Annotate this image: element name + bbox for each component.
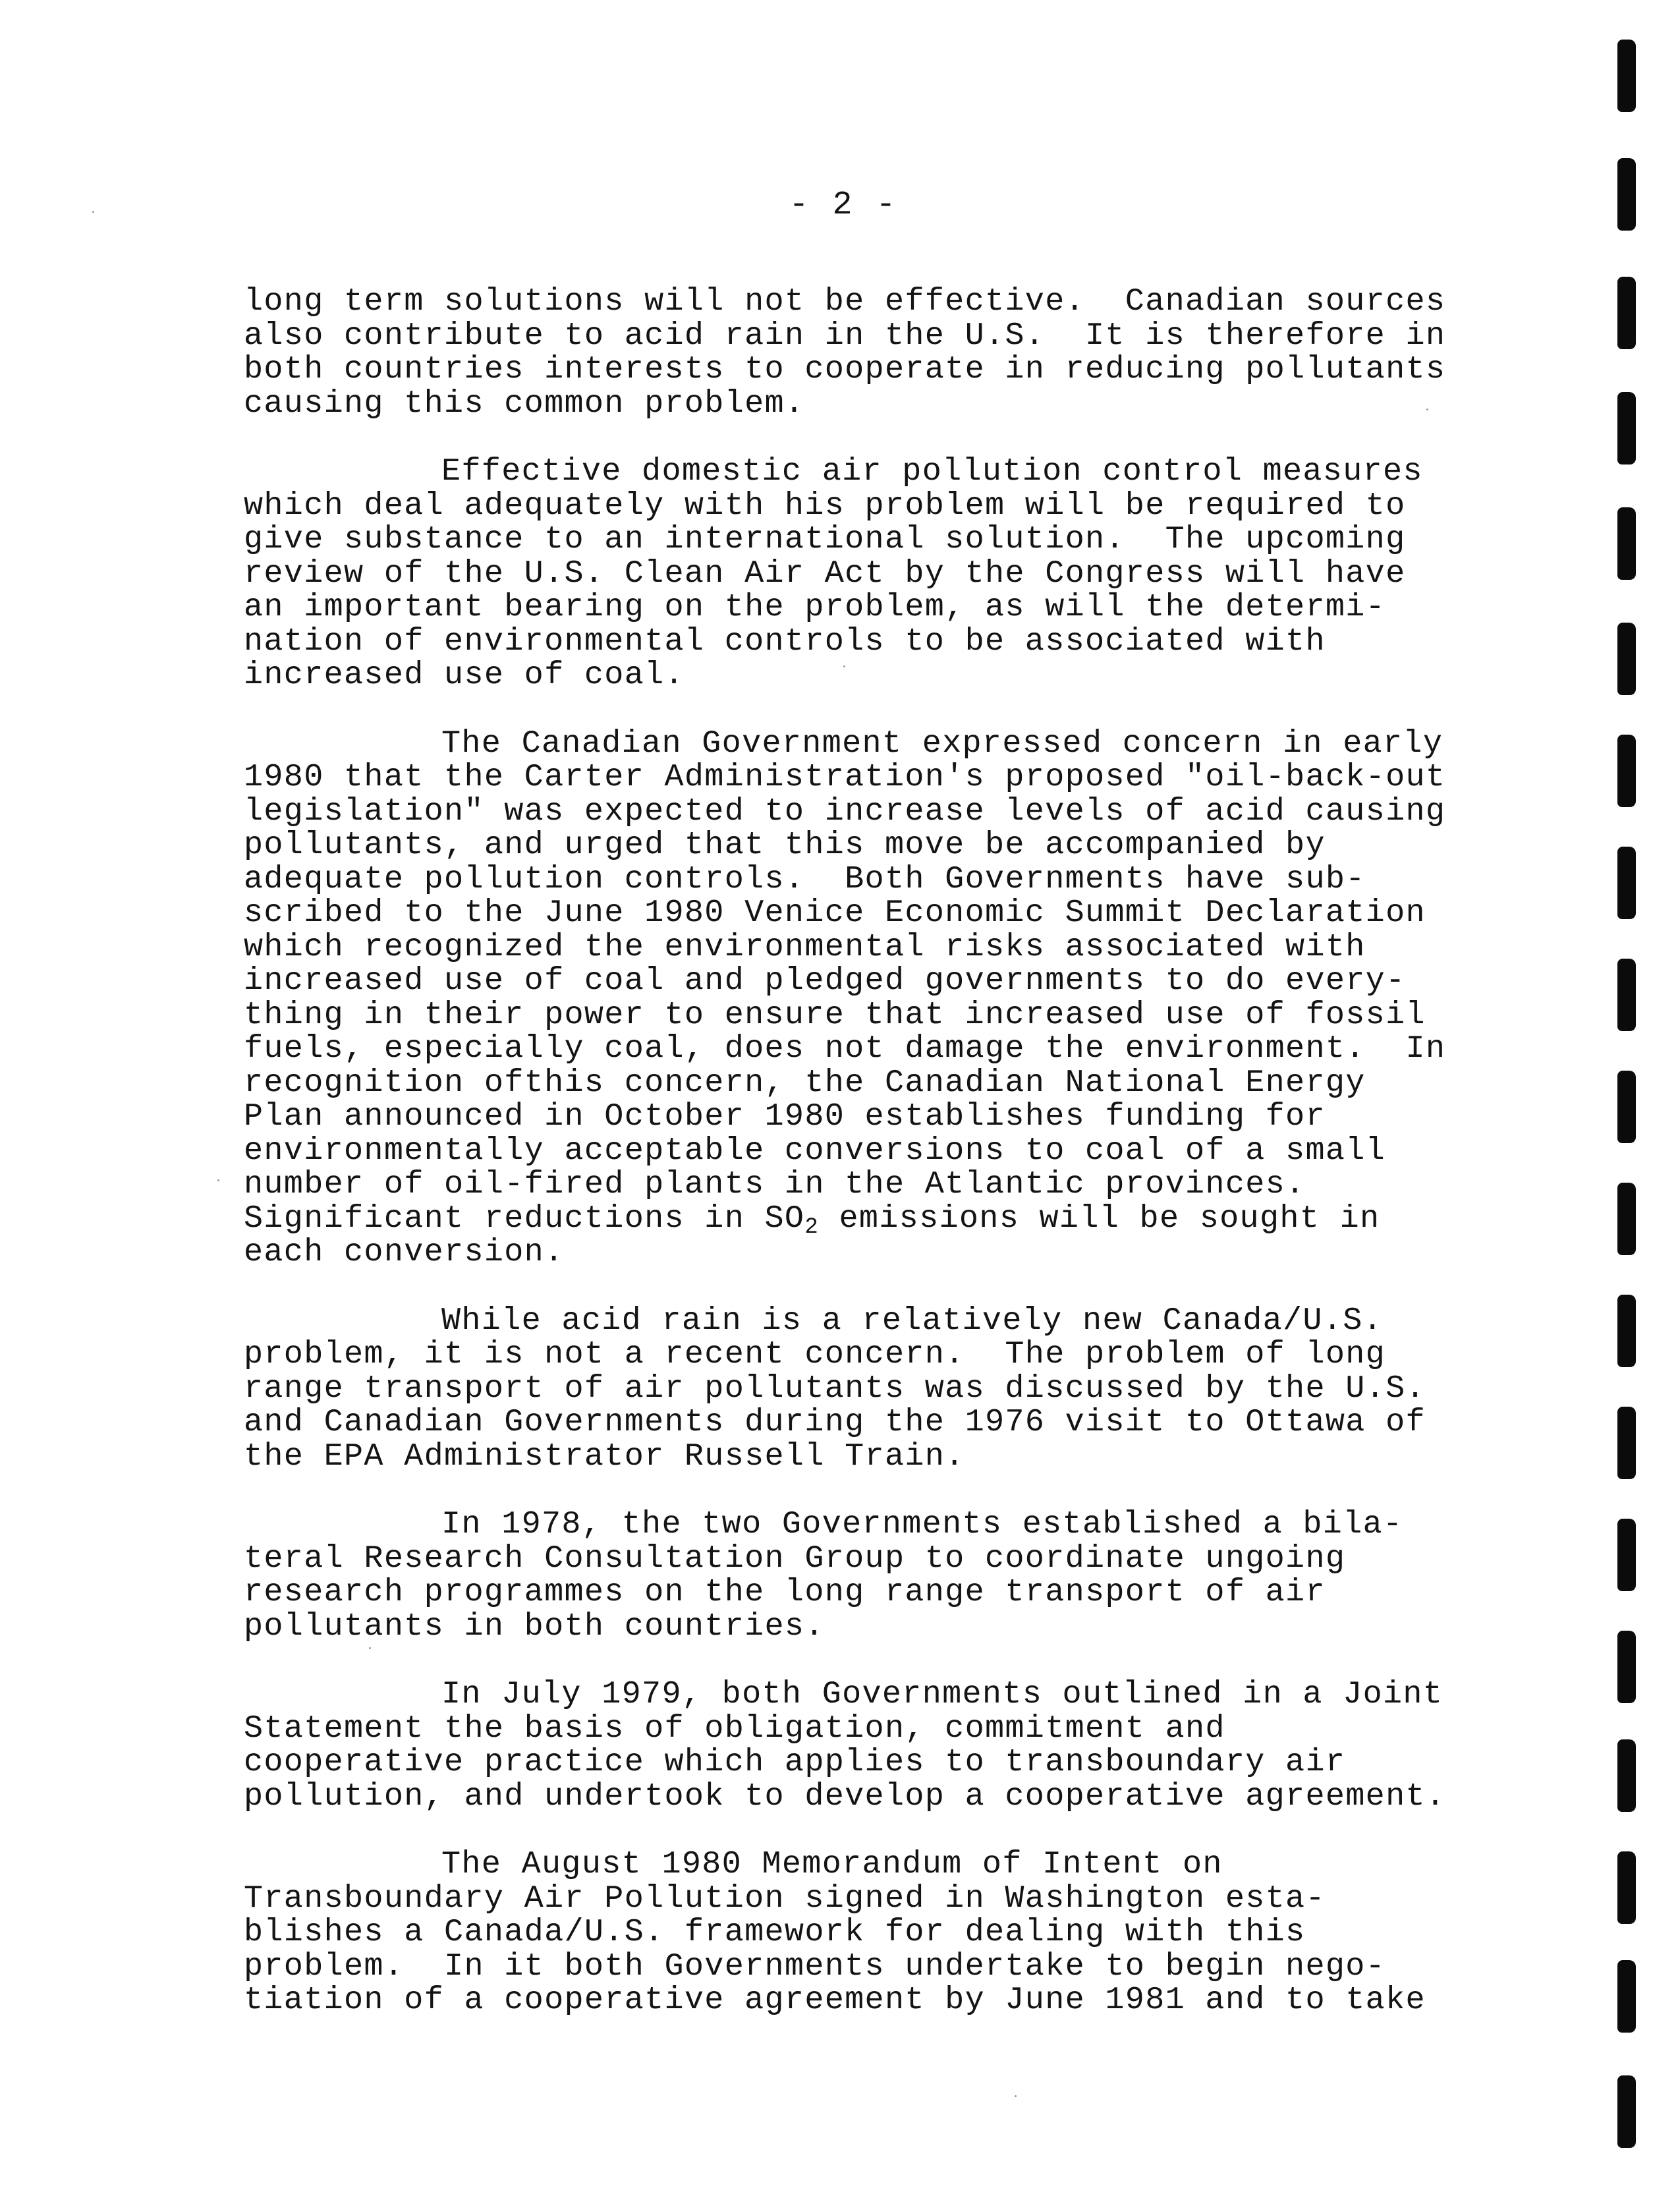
text-line: cooperative practice which applies to transboundary air	[244, 1744, 1346, 1780]
paragraph-5	[244, 1507, 1449, 1643]
page-number: - 2 -	[789, 186, 898, 224]
text-line: also contribute to acid rain in the U.S. It is therefore in	[244, 317, 1446, 354]
paragraph-7	[244, 1847, 1449, 2017]
scan-speck	[217, 1179, 219, 1181]
text-line: each conversion.	[244, 1234, 565, 1270]
text-line: which recognized the environmental risks associated with	[244, 928, 1366, 965]
binder-mark	[1617, 847, 1636, 919]
binder-mark	[1617, 1851, 1636, 1924]
text-line: In July 1979, both Governments outlined in a Joint	[441, 1676, 1443, 1712]
text-line: problem, it is not a recent concern. The problem of long	[244, 1336, 1386, 1372]
text-line: The August 1980 Memorandum of Intent on	[441, 1846, 1223, 1882]
text-line: research programmes on the long range transport of air	[244, 1574, 1326, 1610]
binder-mark	[1617, 959, 1636, 1031]
text-line: Transboundary Air Pollution signed in Washington esta-	[244, 1880, 1326, 1917]
text-line: fuels, especially coal, does not damage the environment. In	[244, 1030, 1446, 1067]
text-line-so2	[244, 1200, 1449, 1240]
text-line: increased use of coal and pledged governments to do every-	[244, 963, 1406, 999]
text-line: review of the U.S. Clean Air Act by the Congress will have	[244, 555, 1406, 592]
text-line: range transport of air pollutants was discussed by the U.S.	[244, 1370, 1426, 1407]
binder-mark	[1617, 392, 1636, 465]
paragraph-2	[244, 455, 1449, 692]
paragraph-4	[244, 1304, 1449, 1474]
binder-mark	[1617, 1519, 1636, 1591]
text-line: pollutants, and urged that this move be accompanied by	[244, 827, 1326, 863]
binder-mark	[1617, 623, 1636, 695]
scan-speck	[369, 1647, 371, 1649]
paragraph-3	[244, 727, 1449, 1270]
text-line: blishes a Canada/U.S. framework for dealing with this	[244, 1914, 1306, 1950]
binder-mark	[1617, 158, 1636, 231]
text-line: and Canadian Governments during the 1976 visit to Ottawa of	[244, 1404, 1426, 1440]
paragraph-6	[244, 1677, 1449, 1813]
text-line: legislation" was expected to increase levels of acid causing	[244, 793, 1446, 830]
text-line: which deal adequately with his problem will be required to	[244, 487, 1406, 524]
text-line: pollution, and undertook to develop a cooperative agreement.	[244, 1778, 1446, 1815]
text-segment: Significant reductions in SO	[244, 1200, 805, 1237]
text-line: both countries interests to cooperate in reducing pollutants	[244, 351, 1446, 387]
text-line: pollutants in both countries.	[244, 1608, 825, 1645]
text-line: adequate pollution controls. Both Governments have sub-	[244, 860, 1366, 897]
scan-speck	[92, 211, 94, 213]
binder-mark	[1617, 2075, 1636, 2148]
text-line: scribed to the June 1980 Venice Economic Summit Declaration	[244, 895, 1426, 931]
text-segment: emissions will be sought in	[819, 1200, 1380, 1237]
subscript: 2	[804, 1214, 820, 1240]
text-line: thing in their power to ensure that increased use of fossil	[244, 996, 1426, 1033]
text-line: While acid rain is a relatively new Canada/U.S.	[441, 1302, 1384, 1339]
text-line: Effective domestic air pollution control measures	[441, 453, 1423, 490]
document-body	[244, 285, 1449, 2052]
binder-mark	[1617, 1071, 1636, 1143]
binder-mark	[1617, 1739, 1636, 1812]
paragraph-1	[244, 285, 1449, 420]
text-line: an important bearing on the problem, as will the determi-	[244, 589, 1386, 625]
scan-speck	[843, 665, 845, 667]
binder-edge-marks	[1617, 0, 1657, 2196]
binder-mark	[1617, 1407, 1636, 1479]
text-line: environmentally acceptable conversions to coal of a small	[244, 1132, 1386, 1169]
text-line: number of oil-fired plants in the Atlantic provinces.	[244, 1166, 1306, 1202]
text-line: problem. In it both Governments undertake to begin nego-	[244, 1948, 1386, 1985]
text-line: increased use of coal.	[244, 657, 685, 693]
text-line: teral Research Consultation Group to coordinate ungoing	[244, 1540, 1346, 1577]
text-line: Plan announced in October 1980 establishes funding for	[244, 1098, 1326, 1135]
scan-speck	[1426, 408, 1428, 410]
binder-mark	[1617, 40, 1636, 112]
text-line: the EPA Administrator Russell Train.	[244, 1438, 965, 1475]
scan-speck	[1015, 2095, 1017, 2097]
text-line: In 1978, the two Governments established a bila-	[441, 1506, 1403, 1542]
binder-mark	[1617, 507, 1636, 580]
text-line: tiation of a cooperative agreement by June 1981 and to take	[244, 1982, 1426, 2018]
text-line: long term solutions will not be effective. Canadian sources	[244, 283, 1446, 320]
text-line: Statement the basis of obligation, commitment and	[244, 1710, 1225, 1747]
binder-mark	[1617, 1295, 1636, 1367]
text-line: 1980 that the Carter Administration's proposed "oil-back-out	[244, 759, 1446, 795]
text-line: nation of environmental controls to be associated with	[244, 623, 1326, 660]
text-line: recognition ofthis concern, the Canadian National Energy	[244, 1064, 1366, 1101]
text-line: give substance to an international solution. The upcoming	[244, 521, 1406, 557]
text-line: causing this common problem.	[244, 385, 805, 422]
binder-mark	[1617, 735, 1636, 807]
binder-mark	[1617, 1631, 1636, 1703]
binder-mark	[1617, 1183, 1636, 1255]
binder-mark	[1617, 1960, 1636, 2033]
text-line: The Canadian Government expressed concern in early	[441, 725, 1443, 762]
binder-mark	[1617, 277, 1636, 349]
